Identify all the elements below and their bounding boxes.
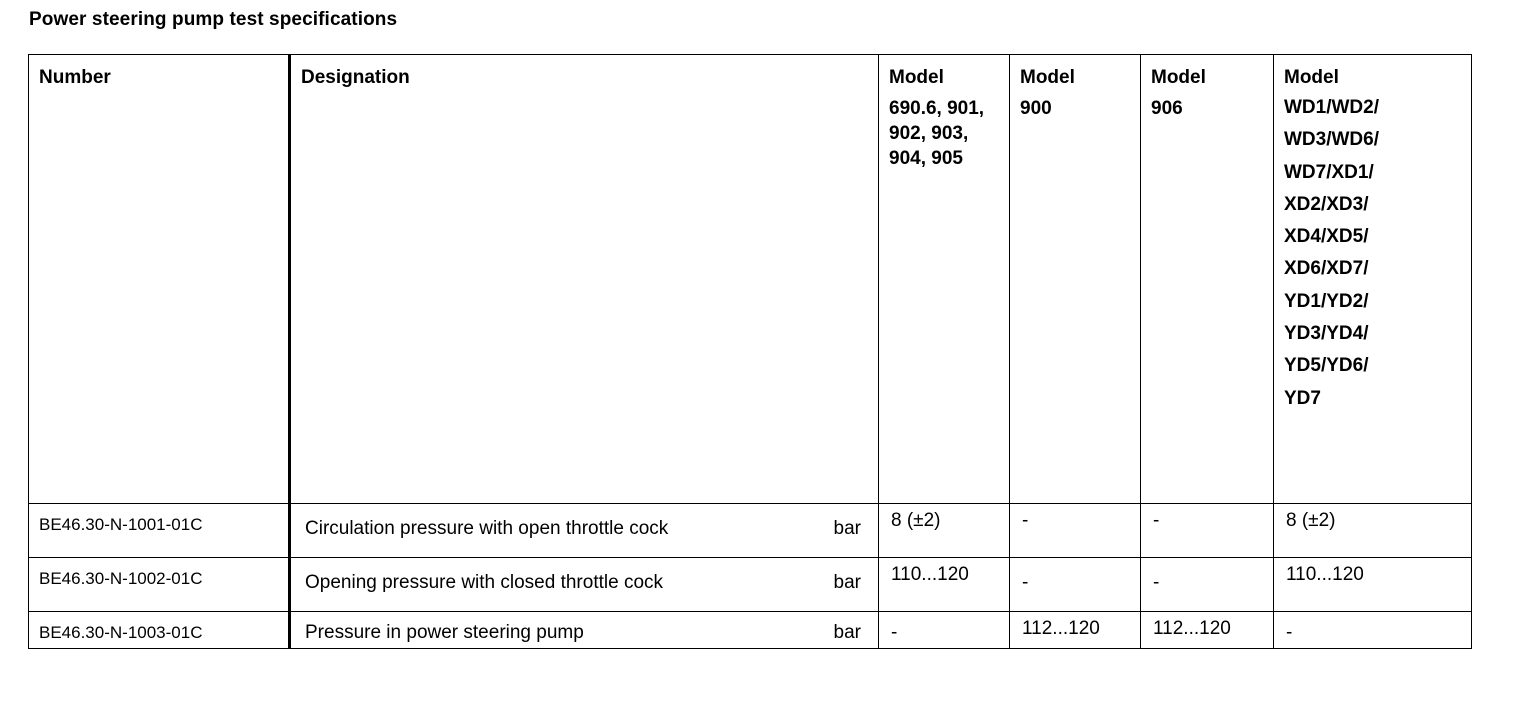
row-value-cell: 112...120	[1010, 612, 1141, 649]
row-value-cell: -	[1010, 504, 1141, 558]
row-value-cell: 8 (±2)	[879, 504, 1010, 558]
header-model-4	[1274, 55, 1472, 504]
row-designation-cell: Opening pressure with closed throttle cock bar	[290, 558, 879, 612]
header-model-1	[879, 55, 1010, 504]
unit-label: bar	[833, 518, 861, 539]
unit-label: bar	[833, 622, 861, 643]
table-row	[29, 504, 1472, 558]
table-header-row	[29, 55, 1472, 504]
header-model-3	[1141, 55, 1274, 504]
table-row	[29, 612, 1472, 649]
row-value-cell: -	[1141, 558, 1274, 612]
row-value-cell: 8 (±2)	[1274, 504, 1472, 558]
model-label: Model	[1020, 67, 1075, 88]
model-values: 906	[1151, 98, 1183, 119]
spec-table	[28, 54, 1472, 649]
row-number-cell: BE46.30-N-1002-01C	[29, 558, 290, 612]
model-label: Model	[1151, 67, 1206, 88]
row-value-cell: -	[1141, 504, 1274, 558]
row-value-cell: 112...120	[1141, 612, 1274, 649]
row-value-cell: -	[1274, 612, 1472, 649]
model-values: WD1/WD2/ WD3/WD6/ WD7/XD1/ XD2/XD3/ XD4/XD5/ XD6/XD7/ YD1/YD2/ YD3/YD4/ YD5/YD6/ YD7	[1284, 97, 1379, 409]
row-designation-cell: Pressure in power steering pump bar	[290, 612, 879, 649]
header-model-2	[1010, 55, 1141, 504]
row-value-cell: -	[1010, 558, 1141, 612]
row-value-cell: -	[879, 612, 1010, 649]
row-designation-cell: Circulation pressure with open throttle cock bar	[290, 504, 879, 558]
model-values: 690.6, 901, 902, 903, 904, 905	[889, 98, 985, 169]
unit-label: bar	[833, 572, 861, 593]
row-number-cell: BE46.30-N-1001-01C	[29, 504, 290, 558]
row-value-cell: 110...120	[879, 558, 1010, 612]
page-title: Power steering pump test specifications	[29, 9, 398, 30]
row-number-cell: BE46.30-N-1003-01C	[29, 612, 290, 649]
model-label: Model	[889, 67, 944, 88]
header-number: Number	[29, 55, 290, 504]
header-designation: Designation	[290, 55, 879, 504]
table-row	[29, 558, 1472, 612]
model-label: Model	[1284, 67, 1339, 88]
model-values: 900	[1020, 98, 1052, 119]
row-value-cell: 110...120	[1274, 558, 1472, 612]
